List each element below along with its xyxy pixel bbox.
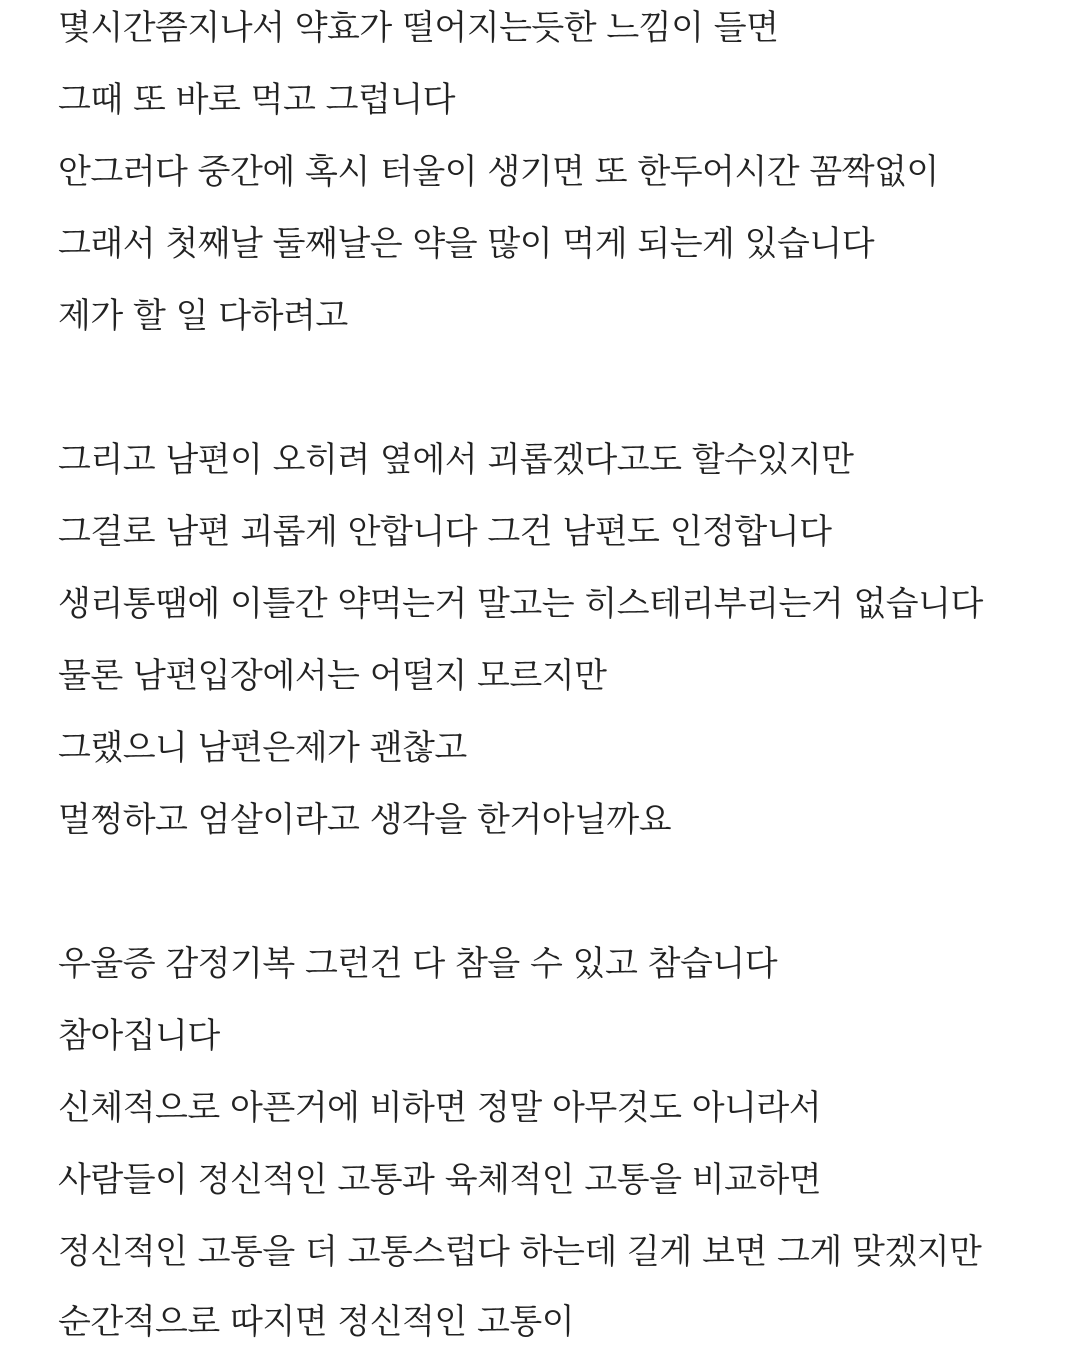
text-line: 그래서 첫째날 둘째날은 약을 많이 먹게 되는게 있습니다: [58, 224, 875, 264]
text-line: 우울증 감정기복 그런건 다 참을 수 있고 참습니다: [58, 944, 778, 984]
text-line: 멀쩡하고 엄살이라고 생각을 한거아닐까요: [58, 800, 672, 840]
text-line: 참아집니다: [58, 1016, 220, 1056]
text-line: 그때 또 바로 먹고 그럽니다: [58, 80, 456, 120]
text-line: 사람들이 정신적인 고통과 육체적인 고통을 비교하면: [58, 1160, 822, 1200]
text-line: 제가 할 일 다하려고: [58, 296, 348, 336]
text-line: 안그러다 중간에 혹시 터울이 생기면 또 한두어시간 꼼짝없이: [58, 152, 939, 192]
text-line: 몇시간쯤지나서 약효가 떨어지는듯한 느낌이 들면: [58, 8, 779, 48]
text-line: 순간적으로 따지면 정신적인 고통이: [58, 1302, 575, 1342]
text-line: 그랬으니 남편은제가 괜찮고: [58, 728, 467, 768]
text-line: 그걸로 남편 괴롭게 안합니다 그건 남편도 인정합니다: [58, 512, 832, 552]
text-line: 그리고 남편이 오히려 옆에서 괴롭겠다고도 할수있지만: [58, 440, 854, 480]
text-line: 정신적인 고통을 더 고통스럽다 하는데 길게 보면 그게 맞겠지만: [58, 1232, 982, 1272]
text-line: 물론 남편입장에서는 어떨지 모르지만: [58, 656, 607, 696]
text-line: 생리통땜에 이틀간 약먹는거 말고는 히스테리부리는거 없습니다: [58, 584, 983, 624]
text-line: 신체적으로 아픈거에 비하면 정말 아무것도 아니라서: [58, 1088, 822, 1128]
